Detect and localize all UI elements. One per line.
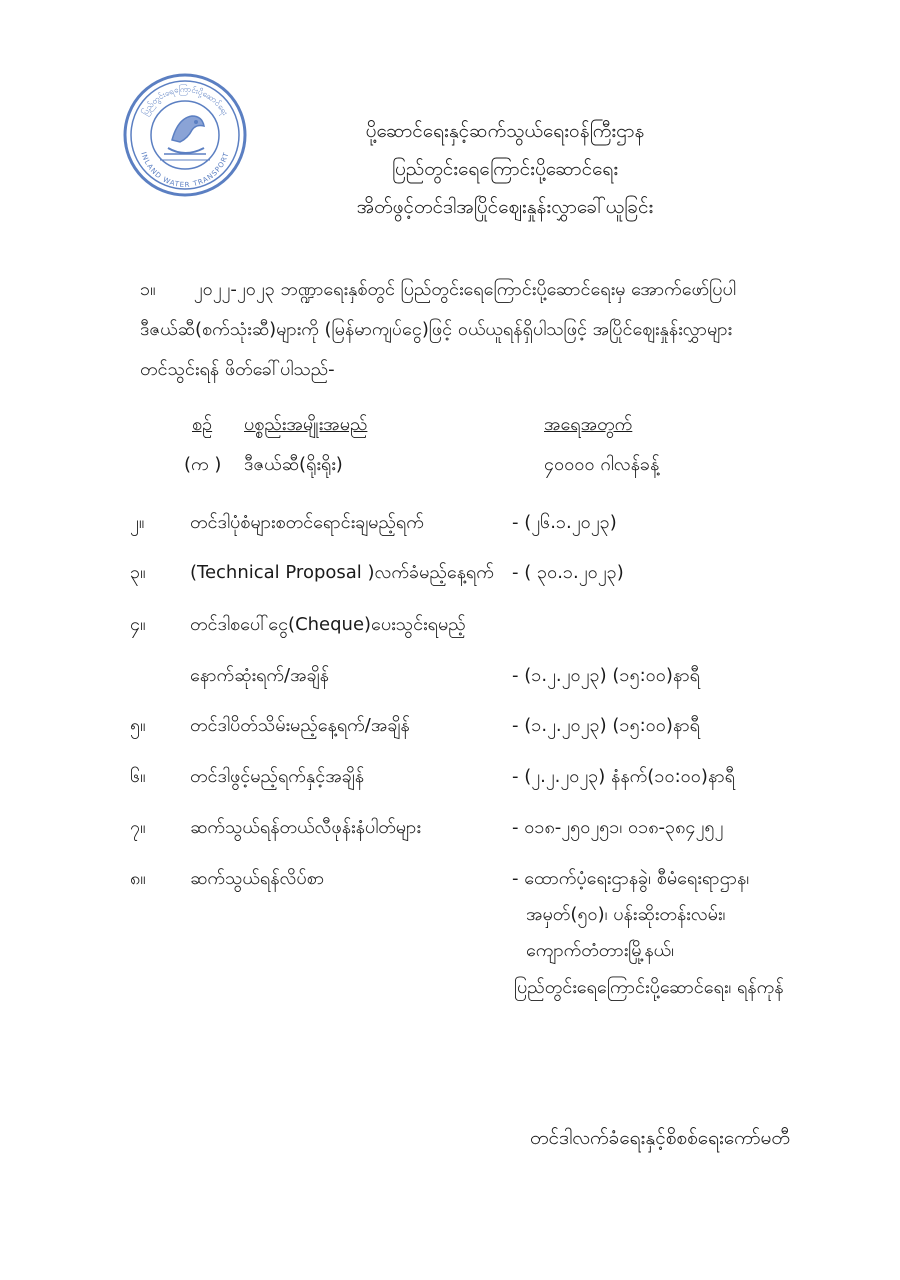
address-line-2: အမှတ်(၅၀)၊ ပန်းဆိုးတန်းလမ်း၊ [526,904,726,925]
item-label-deposit: တင်ဒါစပေါ်ငွေ(Cheque)ပေးသွင်းရမည့် [190,614,466,635]
item-number: ၈။ [130,868,146,889]
item-number: ၆။ [130,766,146,787]
address-line-1: - ထောက်ပံ့ရေးဌာနခွဲ၊ စီမံရေးရာဌာန၊ [512,868,750,889]
table-cell-no: (က ) [184,454,222,475]
svg-text:ပြည်တွင်းရေကြောင်းပို့ဆောင်ရေး: ပြည်တွင်းရေကြောင်းပို့ဆောင်ရေး [140,84,230,117]
item-label-phone: ဆက်သွယ်ရန်တယ်လီဖုန်းနံပါတ်များ [190,817,421,838]
item-value-deadline: - (၁.၂.၂၀၂၃) (၁၅:၀၀)နာရီ [512,665,700,686]
table-header-qty: အရေအတွက် [544,414,633,435]
item-label-address: ဆက်သွယ်ရန်လိပ်စာ [190,868,325,889]
item-value-sale-date: - (၂၆.၁.၂၀၂၃) [512,512,617,533]
svg-text:INLAND WATER TRANSPORT: INLAND WATER TRANSPORT [139,150,231,190]
seal-icon [120,70,250,200]
organization-seal-logo [120,70,250,200]
item-label-closing: တင်ဒါပိတ်သိမ်းမည့်နေ့ရက်/အချိန် [190,715,410,736]
document-header [270,112,740,226]
item-label-deadline: နောက်ဆုံးရက်/အချိန် [190,665,329,686]
table-cell-item: ဒီဇယ်ဆီ(ရိုးရိုး) [244,454,343,475]
item-number: ၇။ [130,817,146,838]
department-title: ပြည်တွင်းရေကြောင်းပို့ဆောင်ရေး [391,158,619,180]
intro-line-1: ၂၀၂၂-၂၀၂၃ ဘဏ္ဍာရေးနှစ်တွင် ပြည်တွင်းရေကြောင်းပို့ဆောင်ရေးမှ အောက်ဖော်ပြပါ [193,279,736,300]
table-cell-qty: ၄၀၀၀၀ ဂါလန်ခန့် [544,454,660,475]
intro-paragraph [140,270,860,390]
item-value-technical-proposal: - ( ၃၀.၁.၂၀၂၃) [512,562,624,583]
item-number: ၂။ [130,512,145,533]
table-header-no: စဉ် [192,414,213,435]
item-value-closing: - (၁.၂.၂၀၂၃) (၁၅:၀၀)နာရီ [512,715,700,736]
paragraph-number: ၁။ [140,279,156,300]
item-label-opening: တင်ဒါဖွင့်မည့်ရက်နှင့်အချိန် [190,766,365,787]
address-line-4: ပြည်တွင်းရေကြောင်းပို့ဆောင်ရေး၊ ရန်ကုန် [514,977,784,998]
notice-title: အိတ်ဖွင့်တင်ဒါအပြိုင်ဈေးနှုန်းလွှာခေါ်ယူခြင်း [356,196,654,218]
item-label-technical-proposal: (Technical Proposal )လက်ခံမည့်နေ့ရက် [190,562,494,583]
intro-line-3: တင်သွင်းရန် ဖိတ်ခေါ်ပါသည်- [140,359,335,380]
intro-line-2: ဒီဇယ်ဆီ(စက်သုံးဆီ)များကို (မြန်မာကျပ်ငွေ)ဖြင့် ဝယ်ယူရန်ရှိပါသဖြင့် အပြိုင်ဈေးနှုန်းလွှာများ [140,319,733,340]
item-value-phone: - ၀၁၈-၂၅၀၂၅၁၊ ၀၁၈-၃၈၄၂၅၂ [512,817,724,838]
item-number: ၄။ [130,614,146,635]
item-number: ၅။ [130,715,146,736]
item-value-opening: - (၂.၂.၂၀၂၃) နံနက်(၁၀:၀၀)နာရီ [512,766,735,787]
item-label-sale-date: တင်ဒါပုံစံများစတင်ရောင်းချမည့်ရက် [190,512,424,533]
committee-signature: တင်ဒါလက်ခံရေးနှင့်စိစစ်ရေးကော်မတီ [530,1127,790,1149]
address-line-3: ကျောက်တံတားမြို့နယ်၊ [526,940,674,961]
item-number: ၃။ [130,562,146,583]
ministry-title: ပို့ဆောင်ရေးနှင့်ဆက်သွယ်ရေးဝန်ကြီးဌာန [365,120,645,142]
table-header-item: ပစ္စည်းအမျိုးအမည် [244,414,368,435]
